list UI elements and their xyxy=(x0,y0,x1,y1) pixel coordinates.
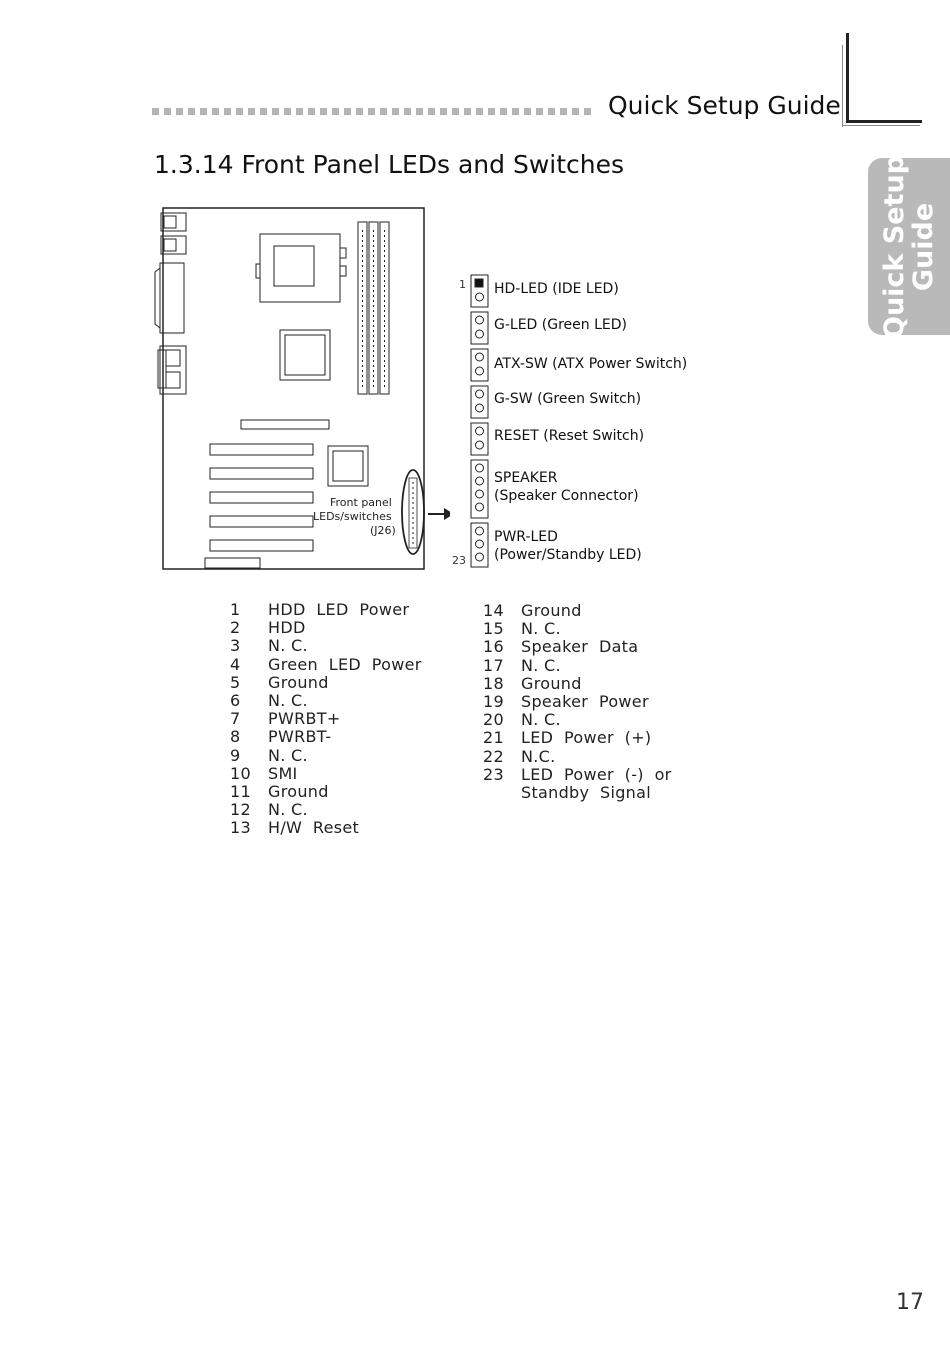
pin-description: N. C. xyxy=(268,636,308,656)
pin-description: HDD xyxy=(268,618,306,638)
pin-description: Speaker Power xyxy=(521,692,649,712)
pin-row xyxy=(230,819,422,837)
rule-dot xyxy=(572,108,579,115)
pin-group-label: RESET (Reset Switch) xyxy=(494,428,645,444)
pin-group-label: PWR-LED xyxy=(494,529,558,545)
pin-group-label: G-LED (Green LED) xyxy=(494,317,627,333)
pin-row xyxy=(230,728,422,746)
rule-dot xyxy=(164,108,171,115)
pin-description: Green LED Power xyxy=(268,654,422,674)
pin-row xyxy=(483,602,672,620)
pin-row xyxy=(230,601,422,619)
connector-pinout xyxy=(465,270,495,572)
pin-description: Ground xyxy=(521,673,582,693)
pin-group-label: ATX-SW (ATX Power Switch) xyxy=(494,356,688,372)
pin-row xyxy=(483,784,672,802)
rule-dot xyxy=(548,108,555,115)
corner-mark xyxy=(846,33,849,123)
pin-number: 22 xyxy=(483,746,504,766)
side-tab-line2: Guide xyxy=(908,202,940,291)
pin-description: N.C. xyxy=(521,746,556,766)
pin-description: LED Power (+) xyxy=(521,728,652,748)
pin-row xyxy=(483,711,672,729)
pin-group-label: (Speaker Connector) xyxy=(494,488,639,504)
pin-description: HDD LED Power xyxy=(268,600,410,619)
pin-number: 7 xyxy=(230,709,241,729)
pin-description: N. C. xyxy=(268,691,308,711)
pin-description: SMI xyxy=(268,763,298,783)
rule-dot xyxy=(212,108,219,115)
pin-row xyxy=(230,765,422,783)
rule-dot xyxy=(224,108,231,115)
pin-description: Ground xyxy=(268,782,329,802)
pin-number: 11 xyxy=(230,782,251,802)
rule-dot xyxy=(416,108,423,115)
rule-dot xyxy=(272,108,279,115)
pin-end-label: 23 xyxy=(452,554,466,567)
pin-number: 18 xyxy=(483,673,504,693)
pin-description: Ground xyxy=(268,672,329,692)
pin-number: 1 xyxy=(230,600,241,619)
rule-dot xyxy=(500,108,507,115)
pin-number: 21 xyxy=(483,728,504,748)
pin-number: 23 xyxy=(483,764,504,784)
pin-number: 15 xyxy=(483,619,504,639)
header-title: Quick Setup Guide xyxy=(608,91,841,120)
motherboard-diagram xyxy=(150,200,450,580)
pin-row xyxy=(230,656,422,674)
rule-dot xyxy=(152,108,159,115)
rule-dot xyxy=(308,108,315,115)
pin-description: N. C. xyxy=(521,619,561,639)
side-tab-label xyxy=(868,154,950,339)
rule-dot xyxy=(524,108,531,115)
board-label-line1: Front panel xyxy=(330,496,392,509)
rule-dot xyxy=(440,108,447,115)
pin-row xyxy=(230,674,422,692)
page-number: 17 xyxy=(896,1290,924,1315)
board-label-line3: (J26) xyxy=(370,524,396,537)
corner-mark xyxy=(842,45,843,127)
pin-row xyxy=(483,620,672,638)
pin-list-right xyxy=(483,602,672,802)
pin-row xyxy=(483,729,672,747)
pin-group-label: (Power/Standby LED) xyxy=(494,547,642,563)
pin-row xyxy=(483,675,672,693)
rule-dot xyxy=(296,108,303,115)
pin-row xyxy=(230,692,422,710)
rule-dot xyxy=(512,108,519,115)
rule-dot xyxy=(260,108,267,115)
rule-dot xyxy=(320,108,327,115)
pin-number: 13 xyxy=(230,818,251,838)
pin-group-label: SPEAKER xyxy=(494,470,558,486)
pin-row xyxy=(483,766,672,784)
pin-description: PWRBT+ xyxy=(268,709,341,729)
rule-dot xyxy=(368,108,375,115)
rule-dot xyxy=(452,108,459,115)
pin-row xyxy=(230,710,422,728)
pin-start-label: 1 xyxy=(459,278,466,291)
pin-number: 16 xyxy=(483,637,504,657)
rule-dot xyxy=(404,108,411,115)
pin-number: 17 xyxy=(483,655,504,675)
rule-dot xyxy=(200,108,207,115)
pin-row xyxy=(483,693,672,711)
pin-row xyxy=(230,747,422,765)
rule-dot xyxy=(188,108,195,115)
rule-dot xyxy=(464,108,471,115)
pin-description: PWRBT- xyxy=(268,727,332,747)
pin-group-label: G-SW (Green Switch) xyxy=(494,391,642,407)
pin-number: 19 xyxy=(483,692,504,712)
pin-number: 20 xyxy=(483,710,504,730)
board-label-line2: LEDs/switches xyxy=(313,510,392,523)
pin-row xyxy=(230,801,422,819)
pin-row xyxy=(483,657,672,675)
pin-list-left xyxy=(230,601,422,838)
pin-row xyxy=(230,637,422,655)
pin-number: 3 xyxy=(230,636,241,656)
rule-dot xyxy=(392,108,399,115)
pin-number: 8 xyxy=(230,727,241,747)
header-dotted-rule xyxy=(152,108,597,118)
pin-description: Standby Signal xyxy=(521,783,651,803)
pin-number: 9 xyxy=(230,745,241,765)
rule-dot xyxy=(536,108,543,115)
pin-description: N. C. xyxy=(268,800,308,820)
rule-dot xyxy=(284,108,291,115)
pin-number: 6 xyxy=(230,691,241,711)
rule-dot xyxy=(248,108,255,115)
pin-row xyxy=(230,619,422,637)
pin-number: 14 xyxy=(483,601,504,620)
rule-dot xyxy=(236,108,243,115)
corner-mark xyxy=(842,125,920,126)
pin-group-label: HD-LED (IDE LED) xyxy=(494,281,619,297)
pin-description: N. C. xyxy=(521,710,561,730)
pin-number: 4 xyxy=(230,654,241,674)
rule-dot xyxy=(344,108,351,115)
rule-dot xyxy=(380,108,387,115)
pin-row xyxy=(483,748,672,766)
pin-description: Speaker Data xyxy=(521,637,639,657)
pin-description: N. C. xyxy=(521,655,561,675)
rule-dot xyxy=(332,108,339,115)
pin-row xyxy=(483,638,672,656)
rule-dot xyxy=(488,108,495,115)
rule-dot xyxy=(584,108,591,115)
pin-row xyxy=(230,783,422,801)
corner-mark xyxy=(846,120,922,123)
rule-dot xyxy=(356,108,363,115)
pin-description: H/W Reset xyxy=(268,818,360,838)
pin-number: 12 xyxy=(230,800,251,820)
pin-description: N. C. xyxy=(268,745,308,765)
section-title: 1.3.14 Front Panel LEDs and Switches xyxy=(154,150,625,179)
rule-dot xyxy=(176,108,183,115)
rule-dot xyxy=(476,108,483,115)
pin-number: 5 xyxy=(230,672,241,692)
pin-description: Ground xyxy=(521,601,582,620)
pin-number xyxy=(483,784,521,802)
pin-description: LED Power (-) or xyxy=(521,764,672,784)
rule-dot xyxy=(428,108,435,115)
pin-number: 10 xyxy=(230,763,251,783)
pin-number: 2 xyxy=(230,618,241,638)
rule-dot xyxy=(560,108,567,115)
side-tab-line1: Quick Setup xyxy=(879,154,911,339)
